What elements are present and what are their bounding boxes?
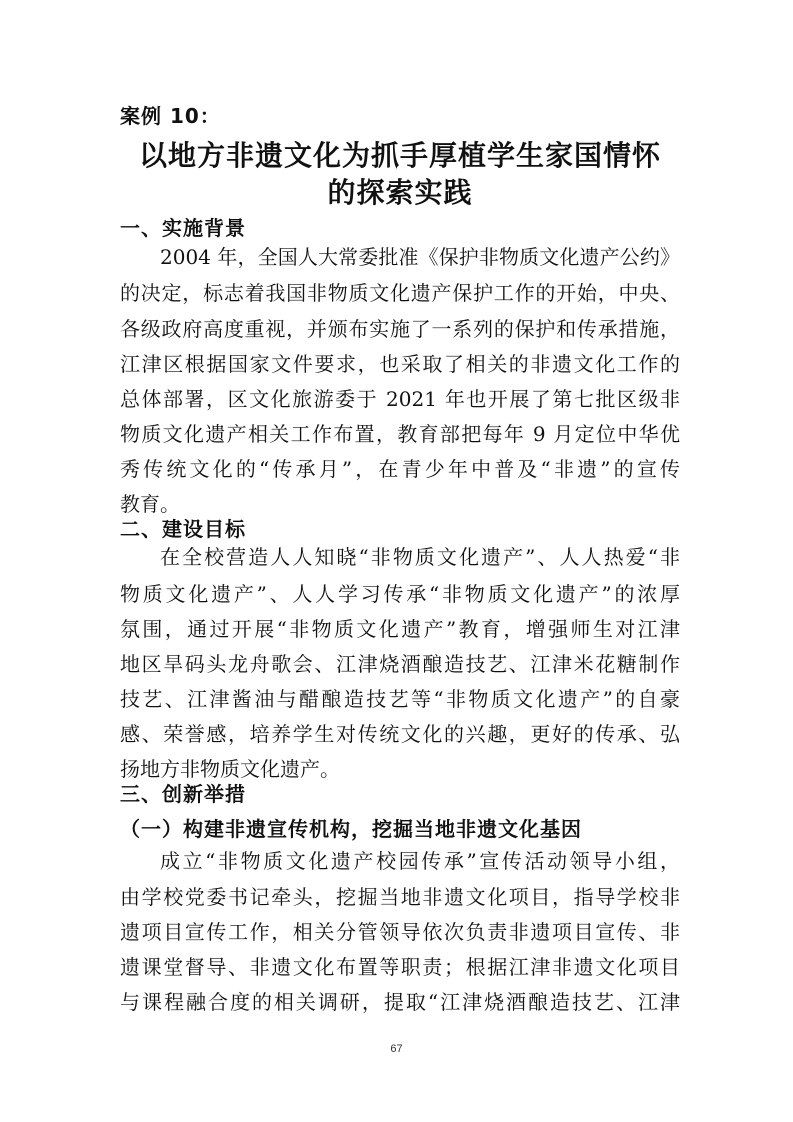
section-heading-goals: 二、建设目标	[120, 517, 246, 541]
paragraph-line: 与课程融合度的相关调研，提取“江津烧酒酿造技艺、江津	[120, 990, 680, 1014]
paragraph-line: 各级政府高度重视，并颁布实施了一系列的保护和传承措施，	[120, 317, 680, 341]
case-label: 案例 10：	[120, 104, 221, 128]
paragraph-line: 在全校营造人人知晓“非物质文化遗产”、人人热爱“非	[160, 545, 680, 569]
paragraph-line: 由学校党委书记牵头，挖掘当地非遗文化项目，指导学校非	[120, 885, 680, 909]
paragraph-line: 技艺、江津酱油与醋酿造技艺等“非物质文化遗产”的自豪	[120, 687, 680, 711]
paragraph-line: 2004 年，全国人大常委批准《保护非物质文化遗产公约》	[160, 245, 680, 269]
paragraph-line: 扬地方非物质文化遗产。	[120, 757, 340, 781]
paragraph-line: 氛围，通过开展“非物质文化遗产”教育，增强师生对江津	[120, 617, 680, 641]
paragraph-line: 遗课堂督导、非遗文化布置等职责；根据江津非遗文化项目	[120, 955, 680, 979]
page-number: 67	[390, 1043, 403, 1055]
paragraph-line: 教育。	[120, 492, 180, 516]
paragraph-line: 物质文化遗产相关工作布置，教育部把每年 9 月定位中华优	[120, 422, 680, 446]
paragraph-line: 遗项目宣传工作，相关分管领导依次负责非遗项目宣传、非	[120, 920, 680, 944]
paragraph-line: 总体部署，区文化旅游委于 2021 年也开展了第七批区级非	[120, 387, 680, 411]
paragraph-line: 江津区根据国家文件要求，也采取了相关的非遗文化工作的	[120, 352, 680, 376]
paragraph-line: 物质文化遗产”、人人学习传承“非物质文化遗产”的浓厚	[120, 582, 680, 606]
document-title-line-2: 的探索实践	[327, 176, 473, 209]
paragraph-line: 感、荣誉感，培养学生对传统文化的兴趣，更好的传承、弘	[120, 722, 680, 746]
section-heading-innovation: 三、创新举措	[120, 782, 246, 806]
paragraph-line: 的决定，标志着我国非物质文化遗产保护工作的开始，中央、	[120, 281, 680, 305]
paragraph-line: 秀传统文化的“传承月”，在青少年中普及“非遗”的宣传	[120, 457, 680, 481]
section-heading-background: 一、实施背景	[120, 216, 246, 240]
paragraph-line: 地区旱码头龙舟歌会、江津烧酒酿造技艺、江津米花糖制作	[120, 652, 680, 676]
subsection-heading: （一）构建非遗宣传机构，挖掘当地非遗文化基因	[120, 817, 582, 841]
document-title-line-1: 以地方非遗文化为抓手厚植学生家国情怀	[138, 139, 661, 172]
paragraph-line: 成立“非物质文化遗产校园传承”宣传活动领导小组，	[160, 849, 680, 873]
